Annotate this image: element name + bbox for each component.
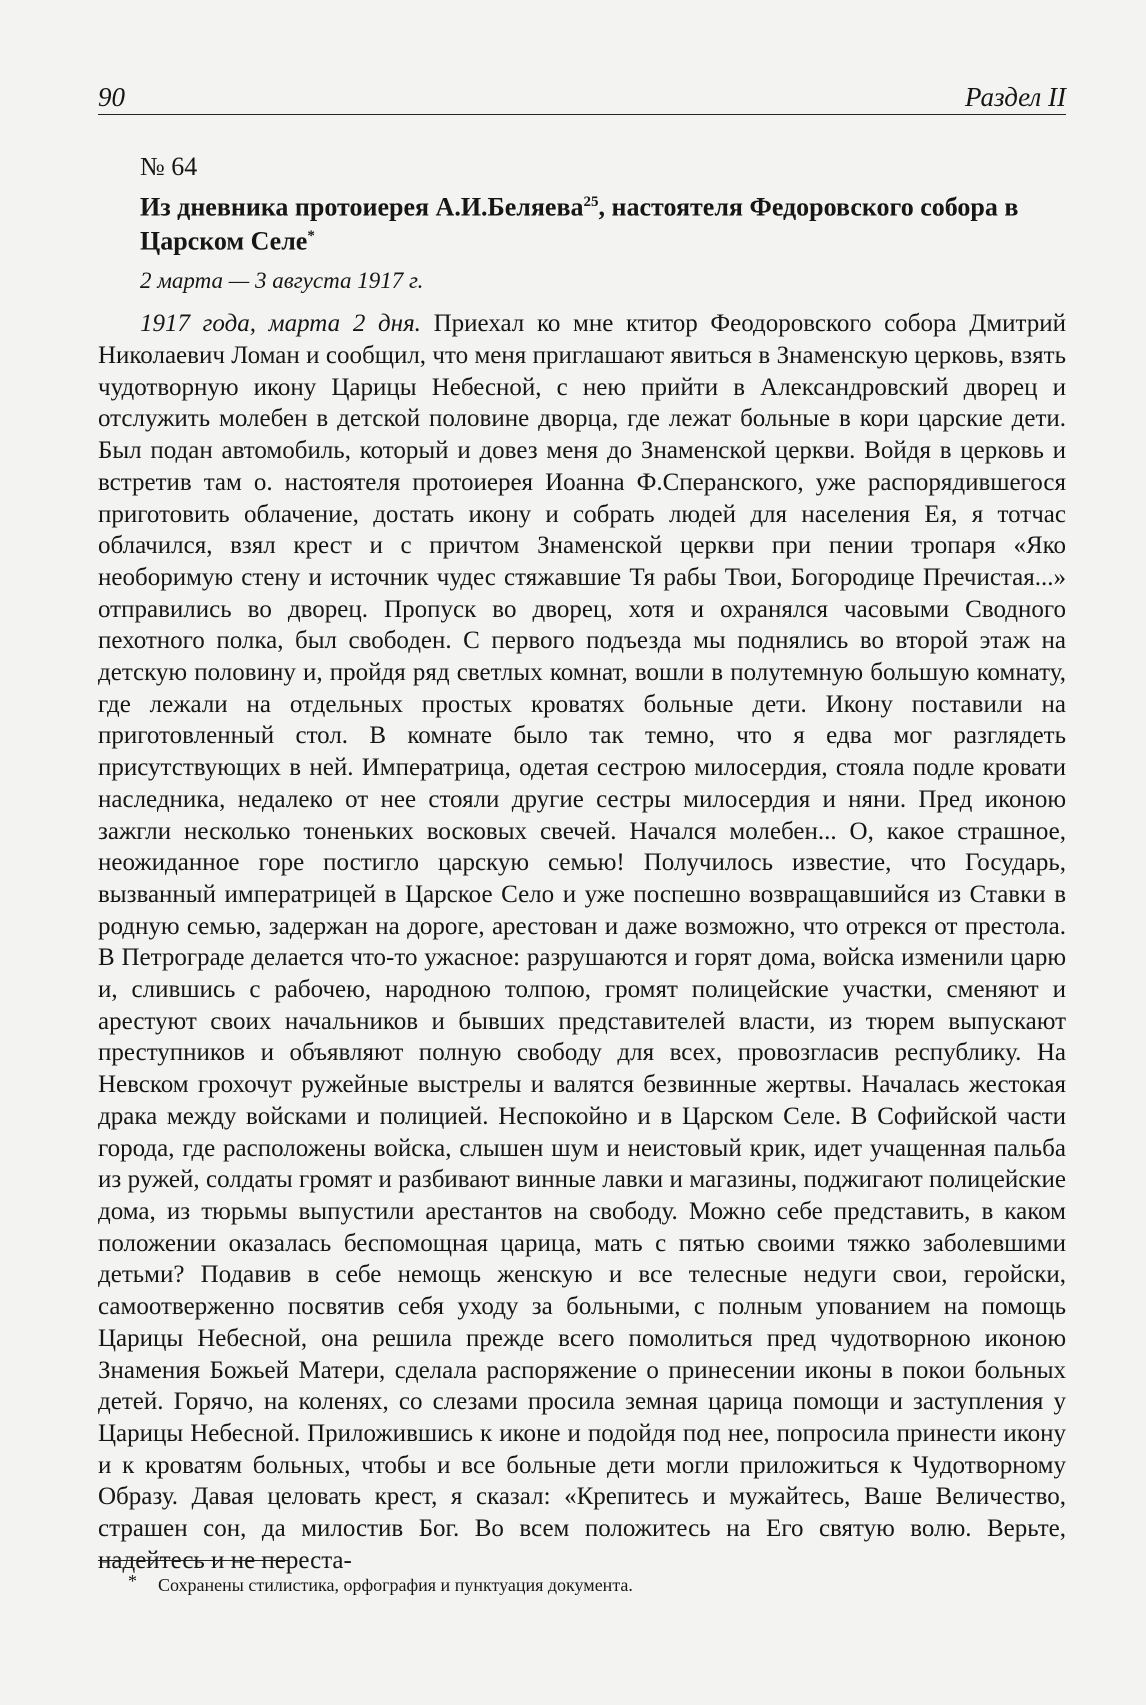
- entry-date: 1917 года, марта 2 дня.: [140, 310, 421, 338]
- entry-text: Приехал ко мне ктитор Феодоровского собора Дмитрий Николаевич Ломан и сообщил, что меня приглашают явиться в Знаменскую церковь, взять чудотворную икону Царицы Небесной, с нею прийти в Александровский дворец и отслужить молебен в детской половине дворца, где лежат больные в кори царские дети. Был подан автомобиль, который и довез меня до Знаменской церкви. Войдя в церковь и встретив там о. настоятеля протоиерея Иоанна Ф.Сперанского, уже распорядившегося приготовить облачение, достать икону и собрать людей для населения Ея, я тотчас облачился, взял крест и с причтом Знаменской церкви при пении тропаря «Яко необоримую стену и источник чудес стяжавшие Тя рабы Твои, Богородице Пречистая...» отправились во дворец. Пропуск во дворец, хотя и охранялся часовыми Сводного пехотного полка, был свободен. С первого подъезда мы поднялись во второй этаж на детскую половину и, пройдя ряд светлых комнат, вошли в полутемную большую комнату, где лежали на отдельных простых кроватях больные дети. Икону поставили на приготовленный стол. В комнате было так темно, что я едва мог разглядеть присутствующих в ней. Императрица, одетая сестрою милосердия, стояла подле кровати наследника, недалеко от нее стояли другие сестры милосердия и няни. Пред иконою зажгли несколько тоненьких восковых свечей. Начался молебен... О, какое страшное, неожиданное горе постигло царскую семью! Получилось известие, что Государь, вызванный императрицей в Царское Село и уже поспешно возвращавшийся из Ставки в родную семью, задержан на дороге, арестован и даже возможно, что отрекся от престола. В Петрограде делается что-то ужасное: разрушаются и горят дома, войска изменили царю и, слившись с рабочею, народною толпою, громят полицейские участки, сменяют и арестуют своих начальников и бывших представителей власти, из тюрем выпускают преступников и объявляют полную свободу для всех, провозгласив республику. На Невском грохочут ружейные выстрелы и валятся безвинные жертвы. Началась жестокая драка между войсками и полицией. Неспокойно и в Царском Селе. В Софийской части города, где расположены войска, слышен шум и неистовый крик, идет учащенная пальба из ружей, солдаты громят и разбивают винные лавки и магазины, поджигают полицейские дома, из тюрьмы выпустили арестантов на свободу. Можно себе представить, в каком положении оказалась беспомощная царица, мать с пятью своими тяжко заболевшими детьми? Подавив в себе немощь женскую и все телесные недуги свои, геройски, самоотверженно посвятив себя уходу за больными, с полным упованием на помощь Царицы Небесной, она решила прежде всего помолиться пред чудотворною иконою Знамения Божьей Матери, сделала распоряжение о принесении иконы в покои больных детей. Горячо, на коленях, со слезами просила земная царица помощи и заступления у Царицы Небесной. Приложившись к иконе и подойдя под нее, попросила принести икону и к кроватям больных, чтобы и все больные дети могли приложиться к Чудотворному Образу. Давая целовать крест, я сказал: «Крепитесь и мужайтесь, Ваше Величество, страшен сон, да милостив Бог. Во всем положитесь на Его святую волю. Верьте, надейтесь и не переста-: [98, 310, 1067, 1574]
- running-header: [98, 82, 1066, 115]
- page-number: 90: [98, 82, 125, 112]
- footnote-text: Сохранены стилистика, орфография и пунктуация документа.: [158, 1575, 633, 1595]
- diary-entry-paragraph: [98, 308, 1066, 1576]
- title-footnote-star: *: [307, 227, 315, 244]
- footnote-mark: *: [128, 1571, 137, 1591]
- document-number: № 64: [140, 152, 198, 181]
- footnote-divider: [98, 1560, 288, 1561]
- document-dates: 2 марта — 3 августа 1917 г.: [140, 268, 424, 294]
- document-body: [98, 152, 1066, 1576]
- title-note-reference: 25: [583, 194, 599, 210]
- title-main: Из дневника протоиерея А.И.Беляева: [140, 192, 584, 222]
- title-rest: , настоятеля Федоровского собора в Царском Селе: [140, 192, 1019, 256]
- document-title: [140, 188, 1066, 255]
- section-label: Раздел II: [965, 82, 1066, 112]
